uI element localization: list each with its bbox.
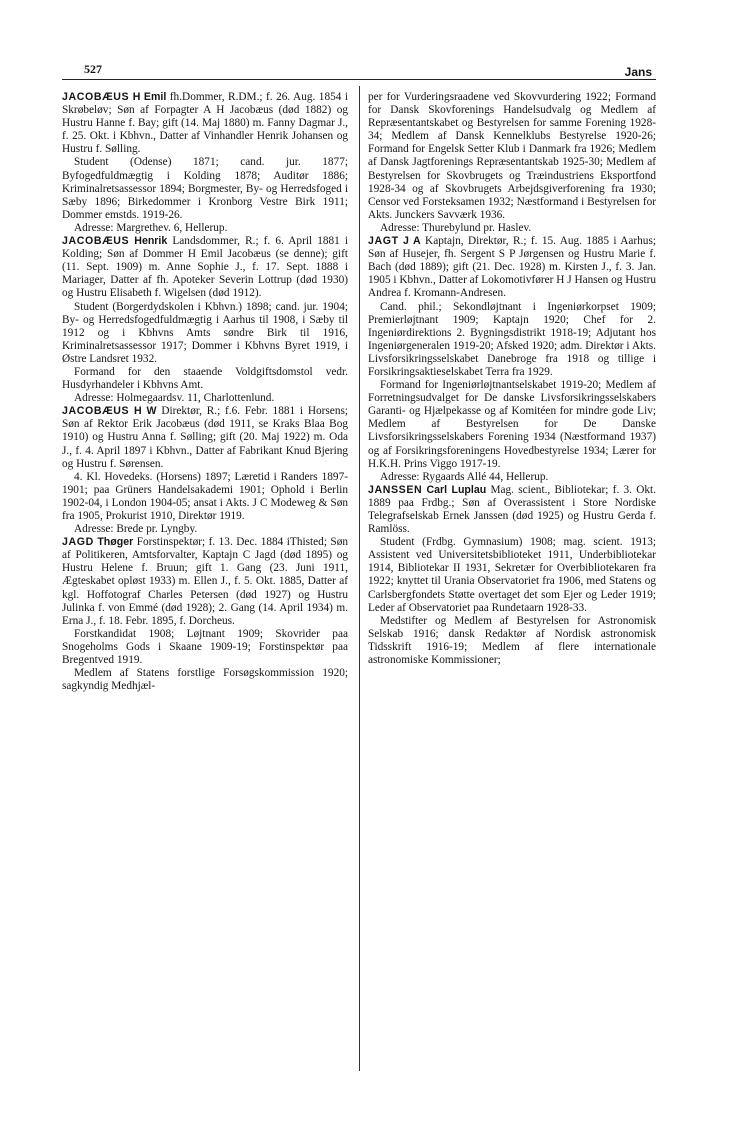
header-rule <box>62 79 656 80</box>
entry-paragraph: 4. Kl. Hovedeks. (Horsens) 1897; Læretid i Randers 1897-1901; paa Grüners Handelsakademi 1901; Ophold i Berlin 1902-04, i London 1904-05; ansat i Akts. J C Modeweg & Søn fra 1905, Prokurist 1910, Direktør 1919. <box>62 470 348 522</box>
entry-paragraph: per for Vurderingsraadene ved Skovvurdering 1922; Formand for Dansk Skovforenings Handelsudvalg og Medlem af Repræsentantskabet og Bestyrelsen for samme Forening 1928-34; Medlem af Dansk Kennelklubs Bestyrelse 1920-26; Formand for Engelsk Setter Klub i Danmark fra 1926; Medlem af Dansk Jagtforenings Repræsentantskab 1925-30; Medlem af Bestyrelsen for Skovbrugets og Træindustriens Eksportfond 1928-34 og af Skovbrugets Arbejdsgiverforening fra 1930; Censor ved Forsteksamen 1932; Næstformand i Bestyrelsen for Akts. Junckers Savværk 1936. <box>368 91 656 221</box>
entry-paragraph: Student (Borgerdydskolen i Kbhvn.) 1898; cand. jur. 1904; By- og Herredsfogedfuldmægtig i Aarhus til 1908, i Sæby til 1912 og i Kbhvns Amts søndre Birk til 1916, Kriminalretsassessor 1917; Dommer i Kbhvns Byret 1919, i Østre Landsret 1932. <box>62 300 348 365</box>
entry-lead <box>368 484 656 536</box>
entry-paragraph: Forstinspektør; f. 13. Dec. 1884 iThisted; Søn af Politikeren, Amtsforvalter, Kaptajn C Jagd (død 1895) og Hustru Helene f. Bruun; gift 1. Gang (23. Juni 1911, Ægteskabet opløst 1933) m. Ellen J., f. 5. Okt. 1885, Datter af kgl. Hoffotograf Charles Petersen (død 1927) og Hustru Julinka f. von Emmé (død 1928); 2. Gang (14. April 1934) m. Erna J., f. 18. Febr. 1895, f. Dorcheus. <box>62 536 349 627</box>
entry-given-name: Thøger <box>97 536 134 549</box>
entry-given-name: J A <box>403 235 421 248</box>
entry-given-name: H W <box>133 405 157 418</box>
entry-paragraph: Landsdommer, R.; f. 6. April 1881 i Kolding; Søn af Dommer H Emil Jacobæus (se denne); gift (11. Sept. 1909) m. Anne Sophie J., f. 17. Sept. 1888 i Mariager, Datter af fh. Apoteker Severin Lottrup (død 1930) og Hustru Elisabeth f. Wigelsen (død 1912). <box>62 235 349 300</box>
entry-given-name: Carl Luplau <box>426 483 487 496</box>
entry-lead <box>368 235 656 300</box>
entry-surname: JACOBÆUS <box>62 235 130 248</box>
entry-jagt-j-a <box>368 235 656 484</box>
entry-paragraph: Forstkandidat 1908; Løjtnant 1909; Skovrider paa Snogeholms Gods i Skaane 1909-19; Forstinspektør paa Bregentved 1919. <box>62 627 348 667</box>
entry-lead <box>62 91 348 156</box>
entry-jacobaeus-h-w <box>62 405 348 536</box>
entry-surname: JAGT <box>368 235 399 248</box>
entry-lead <box>62 536 348 628</box>
entry-address: Adresse: Rygaards Allé 44, Hellerup. <box>380 470 549 483</box>
entry-paragraph: Direktør, R.; f.6. Febr. 1881 i Horsens; Søn af Rektor Erik Jacobæus (død 1911, se Kraks Blaa Bog 1910) og Hustru Anna f. Sølling; gift (20. Maj 1922) m. Oda J., f. 4. April 1897 i Kbhvn., Datter af Fabrikant Knud Bjering og Hustru f. Sørensen. <box>62 405 349 470</box>
entry-jacobaeus-h-emil <box>62 91 348 235</box>
entry-given-name: H Emil <box>132 91 167 103</box>
entry-address: Adresse: Holmegaardsv. 11, Charlottenlund. <box>74 392 275 405</box>
entry-paragraph: Medstifter og Medlem af Bestyrelsen for Astronomisk Selskab 1916; dansk Redaktør af Nordisk astronomisk Tidsskrift 1916-19; Medlem af flere internationale astronomiske Kommissioner; <box>368 614 656 667</box>
right-column <box>368 91 656 667</box>
entry-surname: JACOBÆUS <box>62 91 130 103</box>
entry-paragraph: Cand. phil.; Sekondløjtnant i Ingeniørkorpset 1909; Premierløjtnant 1909; Kaptajn 1920; Chef for 2. Ingeniørdirektions 2. Bygningsdistrikt 1918-19; Adjutant hos Ingeniørgeneralen 1919-20; Afsked 1920; adm. Direktør i Akts. Livsforsikringsselskabet Danebroge fra 1918 og tillige i Forsikringsaktieselskabet Terra fra 1929. <box>368 300 656 378</box>
entry-jacobaeus-henrik <box>62 235 348 405</box>
running-head: Jans <box>624 65 652 79</box>
entry-janssen-carl-luplau <box>368 484 656 667</box>
entry-given-name: Henrik <box>134 235 168 248</box>
entry-paragraph: Kaptajn, Direktør, R.; f. 15. Aug. 1885 i Aarhus; Søn af Husejer, fh. Sergent S P Jørgensen og Hustru Marie f. Bach (død 1889); gift (21. Dec. 1928) m. Kirsten J., f. 3. Jan. 1905 i Kbhvn., Datter af Lokomotivfører H J Hansen og Hustru Andrea f. Kromann-Andresen. <box>368 235 657 300</box>
entry-surname: JACOBÆUS <box>62 405 130 418</box>
entry-address: Adresse: Brede pr. Lyngby. <box>74 523 198 536</box>
entry-surname: JAGD <box>62 536 94 549</box>
entry-address: Adresse: Thurebylund pr. Haslev. <box>380 221 532 234</box>
entry-paragraph: Formand for Ingeniørløjtnantselskabet 1919-20; Medlem af Forretningsudvalget for De danske Livsforsikringsselskabers Garanti- og Hjælpekasse og af Komitéen for mindre gode Liv; Medlem af Bestyrelsen for De Danske Livsforsikringsselskabers Forening 1934 (Næstformand 1937) og af Forsikringsforeningens Hovedbestyrelse 1934; Lærer for H.K.H. Prins Viggo 1917-19. <box>368 379 656 470</box>
entry-paragraph: Mag. scient., Bibliotekar; f. 3. Okt. 1889 paa Frdbg.; Søn af Overassistent i Store Nordiske Telegrafselskab Ernek Janssen (død 1925) og Hustru Gerda f. Ramlöss. <box>368 483 656 536</box>
column-divider <box>359 86 360 1071</box>
page-number: 527 <box>84 62 102 76</box>
entry-paragraph: Medlem af Statens forstlige Forsøgskommission 1920; sagkyndig Medhjæl- <box>62 667 348 693</box>
entry-lead <box>62 405 348 470</box>
entry-jagd-thoger <box>62 536 348 693</box>
entry-paragraph: Student (Frdbg. Gymnasium) 1908; mag. scient. 1913; Assistent ved Universitetsbiblioteket 1911, Underbibliotekar 1914, Bibliotekar II 1931, Sekretær for Overbibliotekaren fra 1922; knyttet til Urania Observatoriet fra 1906, med Statens og Carlsbergfondets Støtte overtaget det som Ejer og Leder 1919; Leder af Observatoriet paa Rundetaarn 1928-33. <box>368 536 656 614</box>
entry-paragraph: Formand for den staaende Voldgiftsdomstol vedr. Husdyrhandeler i Kbhvns Amt. <box>62 365 348 392</box>
entry-address: Adresse: Margrethev. 6, Hellerup. <box>74 221 228 234</box>
entry-paragraph: Student (Odense) 1871; cand. jur. 1877; Byfogedfuldmægtig i Kolding 1878; Auditør 1886; Kriminalretsassessor 1894; Borgmester, By- og Herredsfoged i Sæby 1896; Birkedommer i Kronborg Vestre Birk 1911; Dommer emstds. 1919-26. <box>62 156 348 221</box>
left-column <box>62 91 348 693</box>
entry-paragraph: fh.Dommer, R.DM.; f. 26. Aug. 1854 i Skrøbeløv; Søn af Forpagter A H Jacobæus (død 1882) og Hustru Hanne f. Bay; gift (14. Maj 1880) m. Fanny Dagmar J., f. 25. Okt. i Kbhvn., Datter af Vinhandler Henrik Johansen og Hustru f. Sølling. <box>62 91 349 156</box>
entry-surname: JANSSEN <box>368 483 423 496</box>
entry-lead <box>62 235 348 300</box>
entry-jagd-continuation <box>368 91 656 235</box>
